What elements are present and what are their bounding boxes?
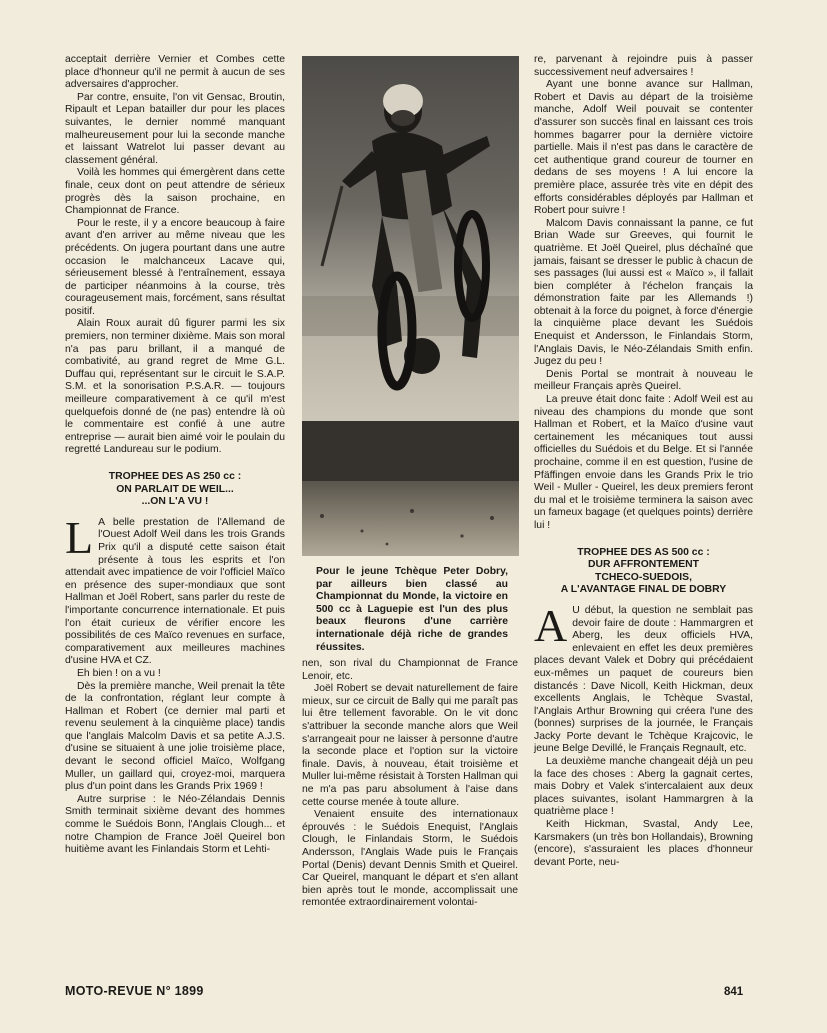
section-heading-250cc: [65, 471, 285, 509]
paragraph: nen, son rival du Championnat de France Lenoir, etc.: [302, 658, 518, 682]
heading-line: DUR AFFRONTEMENT: [587, 559, 699, 571]
magazine-issue: MOTO-REVUE N° 1899: [65, 984, 204, 998]
paragraph: Pour le reste, il y a encore beaucoup à faire avant d'en arriver au même niveau que les précédents. On jugera pourtant dans une autre occasion le malchanceux Lacave qui, sérieusement blessé à l'entraînement, essaya de participer néanmoins à la course, très courageusement mais, forcément, sans résultat positif.: [65, 217, 285, 317]
heading-line: TROPHEE DES AS 250 cc :: [108, 471, 242, 482]
heading-line: A L'AVANTAGE FINAL DE DOBRY: [560, 584, 727, 596]
paragraph: Voilà les hommes qui émergèrent dans cette finale, ceux dont on peut attendre de sérieux progrès dès la saison prochaine, en Championnat de France.: [65, 167, 285, 217]
paragraph: Par contre, ensuite, l'on vit Gensac, Broutin, Ripault et Lepan batailler dur pour les places suivantes, le dernier nommé manquant malheureusement pour lui la seconde manche et laissant Watrelot lui passer devant au classement général.: [65, 91, 285, 166]
page-number: 841: [724, 986, 744, 998]
paragraph: Joël Robert se devait naturellement de faire mieux, sur ce circuit de Bally qui me paraît pas lui être tellement favorable. On le vit donc s'attribuer la seconde manche alors que Weil s'arrangeait pour ne laisser à personne d'autre la seconde place et l'option sur la victoire finale. Davis, à nouveau, était troisième et Muller lui-même résistait à Torsten Hallman qui ne m'a pas paru absolument à l'aise dans cette course menée à toute allure.: [302, 683, 518, 808]
paragraph: Venaient ensuite des internationaux éprouvés : le Suédois Enequist, l'Anglais Clough, le Finlandais Storm, le Suédois Andersson, l'Anglais Wade puis le Français Portal (Denis) devant Dennis Smith et Queirel. Car Queirel, manquant le départ et s'en allant bien après tout le monde, accomplissait une remontée extraordinairement volontai-: [302, 809, 518, 909]
paragraph: [534, 599, 753, 756]
heading-line: ...ON L'A VU !: [141, 496, 209, 508]
paragraph: La deuxième manche changeait déjà un peu la face des choses : Aberg la gagnait certes, mais Dobry et Valek s'intercalaient aux deux places suivantes, isolant Hammargren à la quatrième place !: [534, 756, 753, 818]
paragraph: re, parvenant à rejoindre puis à passer successivement neuf adversaires !: [534, 54, 753, 78]
paragraph: La preuve était donc faite : Adolf Weil est au niveau des champions du monde que sont Hallman et Robert, et la Maïco d'usine vaut certainement les mécaniques tout aussi officielles du Suédois et du Belge. Et si l'année prochaine, comme il en est question, l'usine de Pfäffingen envoie dans les Grands Prix le trio Weil - Muller - Queirel, les deux premiers feront du mal et le troisième terminera la saison avec un fameux bagage (et quelques points) derrière lui !: [534, 394, 753, 531]
paragraph: Dès la première manche, Weil prenait la tête de la confrontation, réglant leur compte à Hallman et Robert (ce dernier mal parti et revenu seulement à la cinquième place) tandis que l'anglais Malcolm Davis et sa petite A.J.S. d'usine se situaient à une jolie troisième place, devant le second officiel Maïco, Wolfgang Muller, un gaillard qui, croyez-moi, marquera plus d'un point dans les Grands Prix 1969 !: [65, 680, 285, 793]
heading-line: TROPHEE DES AS 500 cc :: [577, 546, 710, 558]
paragraph: Alain Roux aurait dû figurer parmi les six premiers, non terminer dixième. Mais son moral n'a pas paru brillant, il a manqué de combativité, au grand regret de Mme G.L. Duffau qui, représentant sur le circuit le S.A.P. S.M. et la sonorisation P.S.A.R. — toujours meilleure comparativement à ce qu'il m'est quelquefois donné de (ne pas) entendre là où le commentaire est confié à une autre entreprise — aurait bien aimé voir le poulain du regretté Landureau sur le podium.: [65, 318, 285, 456]
column-left: [65, 54, 285, 857]
paragraph: Denis Portal se montrait à nouveau le meilleur Français après Queirel.: [534, 368, 753, 393]
photo-caption: Pour le jeune Tchèque Peter Dobry, par ailleurs bien classé au Championnat du Monde, la victoire en 500 cc à Laguepie est l'un des plus beaux fleurons d'une carrière internationale déjà riche de grandes réussites.: [316, 566, 508, 653]
paragraph: Keith Hickman, Svastal, Andy Lee, Karsmakers (un très bon Hollandais), Browning (encore), s'assuraient les places d'honneur devant Porte, neu-: [534, 819, 753, 868]
column-right: [534, 54, 753, 869]
column-middle: [302, 658, 518, 910]
heading-line: TCHECO-SUEDOIS,: [595, 571, 692, 583]
motocross-photo: [302, 56, 519, 556]
section-heading-500cc: [534, 547, 753, 597]
motocross-rider-illustration: [302, 56, 519, 556]
paragraph: Ayant une bonne avance sur Hallman, Robert et Davis au départ de la troisième manche, Adolf Weil pouvait se contenter d'assurer son succès final en laissant ces trois hommes bagarrer pour la dernière victoire partielle. Mais il n'est pas dans le caractère de cet authentique grand coureur de tourner en dedans de ses moyens ! A lui encore la première place, assurée très vite en dépit des efforts considérables déployés par Hallman et Robert pour suivre !: [534, 79, 753, 217]
paragraph-text: U début, la question ne semblait pas devoir faire de doute : Hammargren et Aberg, les deux officiels HVA, enlevaient en effet les deux premières places devant Valek et Dobry qui précédaient eux-mêmes un paquet de coureurs bien distancés : Dave Nicoll, Keith Hickman, deux excellents Anglais, le Tchèque Svastal, l'Anglais Arthur Browning qui créera l'une des (bonnes) surprises de la journée, le Français Jacky Porte devant le Tchèque Krajcovic, le jeune Belge Devillé, le Français Regnault, etc.: [534, 604, 753, 755]
paragraph: [65, 511, 285, 668]
drop-cap: A: [534, 599, 568, 651]
paragraph: Eh bien ! on a vu !: [77, 667, 161, 679]
paragraph: Malcom Davis connaissant la panne, ce fut Brian Wade sur Greeves, qui fournit le quatrième. Et Joël Queirel, plus déchaîné que jamais, faisant se dresser le public à chacun de ses passages (lui aussi est « Maïco », il fallait bien compléter à l'échelon français la démonstration faite par les Allemands !) obtenait à la force du poignet, à force d'énergie la cinquième place devant les Suédois Enequist et Andersson, le Finlandais Storm, l'Anglais Davis, le Néo-Zélandais Smith enfin. Jugez du peu !: [534, 217, 753, 368]
paragraph: acceptait derrière Vernier et Combes cette place d'honneur qu'il ne permit à aucun de ses adversaires d'approcher.: [65, 54, 285, 91]
paragraph-text: A belle prestation de l'Allemand de l'Ouest Adolf Weil dans les trois Grands Prix qu'il a disputé cette saison était présente à tous les esprits et l'on attendait avec impatience de voir l'officiel Maïco en présence des super-mondiaux que sont Hallman et Joël Robert, sans parler du reste de l'importante concurrence internationale. Et puis l'on était curieux de vérifier encore les possibilités de ces Maïco revenues en surface, comparativement aux meilleures machines d'usine HVA et CZ.: [65, 516, 285, 667]
paragraph: Autre surprise : le Néo-Zélandais Dennis Smith terminait sixième devant des hommes comme le Suédois Bonn, l'Anglais Clough... et notre Champion de France Joël Queirel bon huitième avant les Finlandais Storm et Lehti-: [65, 793, 285, 856]
drop-cap: L: [65, 511, 94, 563]
heading-line: ON PARLAIT DE WEIL...: [116, 483, 234, 495]
